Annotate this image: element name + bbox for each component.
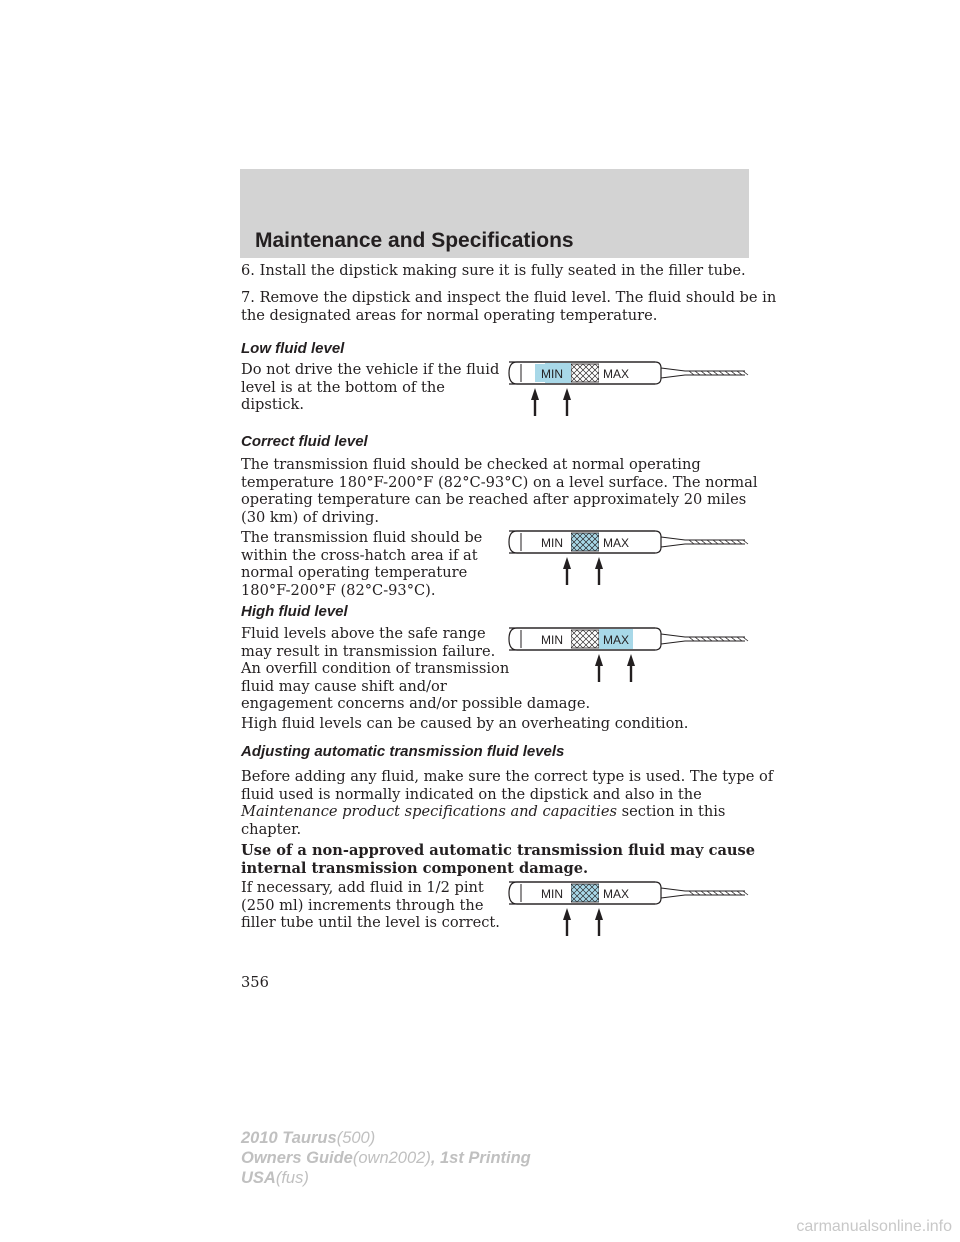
min-label: MIN <box>541 887 563 901</box>
section-title: Maintenance and Specifications <box>255 229 574 252</box>
adjust-fluid-text: Before adding any fluid, make sure the correct type is used. The type of fluid used is normally indicated on the dipstick and also in the Maintenance product specifications and capacities section in this chapter. <box>241 768 774 838</box>
crosshatch-zone-highlight <box>571 533 599 551</box>
dipstick-blade <box>509 362 661 384</box>
dipstick-high-diagram <box>505 624 750 704</box>
correct-fluid-intro: The transmission fluid should be checked at normal operating temperature 180°F-200°F (82°C-93°C) on a level surface. The normal operating temperature can be reached after approximately 20 miles (30 km) of driving. <box>241 456 758 526</box>
dipstick-low-diagram <box>505 358 750 438</box>
watermark: carmanualsonline.info <box>796 1218 952 1235</box>
adjust-fluid-heading: Adjusting automatic transmission fluid levels <box>241 743 565 760</box>
low-fluid-text: Do not drive the vehicle if the fluid level is at the bottom of the dipstick. <box>241 361 500 413</box>
max-label: MAX <box>603 633 630 647</box>
transmission-fluid-warning: Use of a non-approved automatic transmission fluid may cause internal transmission component damage. <box>241 842 756 877</box>
max-label: MAX <box>603 367 630 381</box>
max-label: MAX <box>603 887 630 901</box>
min-label: MIN <box>541 367 563 381</box>
correct-fluid-heading: Correct fluid level <box>241 433 368 450</box>
correct-fluid-text: The transmission fluid should be within the cross-hatch area if at normal operating temperature 180°F-200°F (82°C-93°C). <box>241 529 483 599</box>
add-fluid-text: If necessary, add fluid in 1/2 pint (250 ml) increments through the filler tube until the level is correct. <box>241 879 500 931</box>
spec-section-reference: Maintenance product specifications and capacities <box>241 803 617 820</box>
page-number: 356 <box>241 974 269 991</box>
dipstick-blade <box>509 628 661 650</box>
min-label: MIN <box>541 633 563 647</box>
crosshatch-zone-highlight <box>571 884 599 902</box>
high-fluid-cause: High fluid levels can be caused by an overheating condition. <box>241 715 689 732</box>
dipstick-adjust-diagram <box>505 878 750 958</box>
max-label: MAX <box>603 536 630 550</box>
low-fluid-heading: Low fluid level <box>241 340 345 357</box>
document-footer: 2010 Taurus(500) Owners Guide(own2002), 1st Printing USA(fus) <box>241 1129 531 1187</box>
step-7: 7. Remove the dipstick and inspect the fluid level. The fluid should be in the designated areas for normal operating temperature. <box>241 289 777 324</box>
min-label: MIN <box>541 536 563 550</box>
high-fluid-text: Fluid levels above the safe range may result in transmission failure. An overfill condition of transmission fluid may cause shift and/or engagement concerns and/or possible damage. <box>241 625 591 712</box>
high-fluid-heading: High fluid level <box>241 603 348 620</box>
dipstick-correct-diagram <box>505 527 750 607</box>
step-6: 6. Install the dipstick making sure it is fully seated in the filler tube. <box>241 262 746 279</box>
